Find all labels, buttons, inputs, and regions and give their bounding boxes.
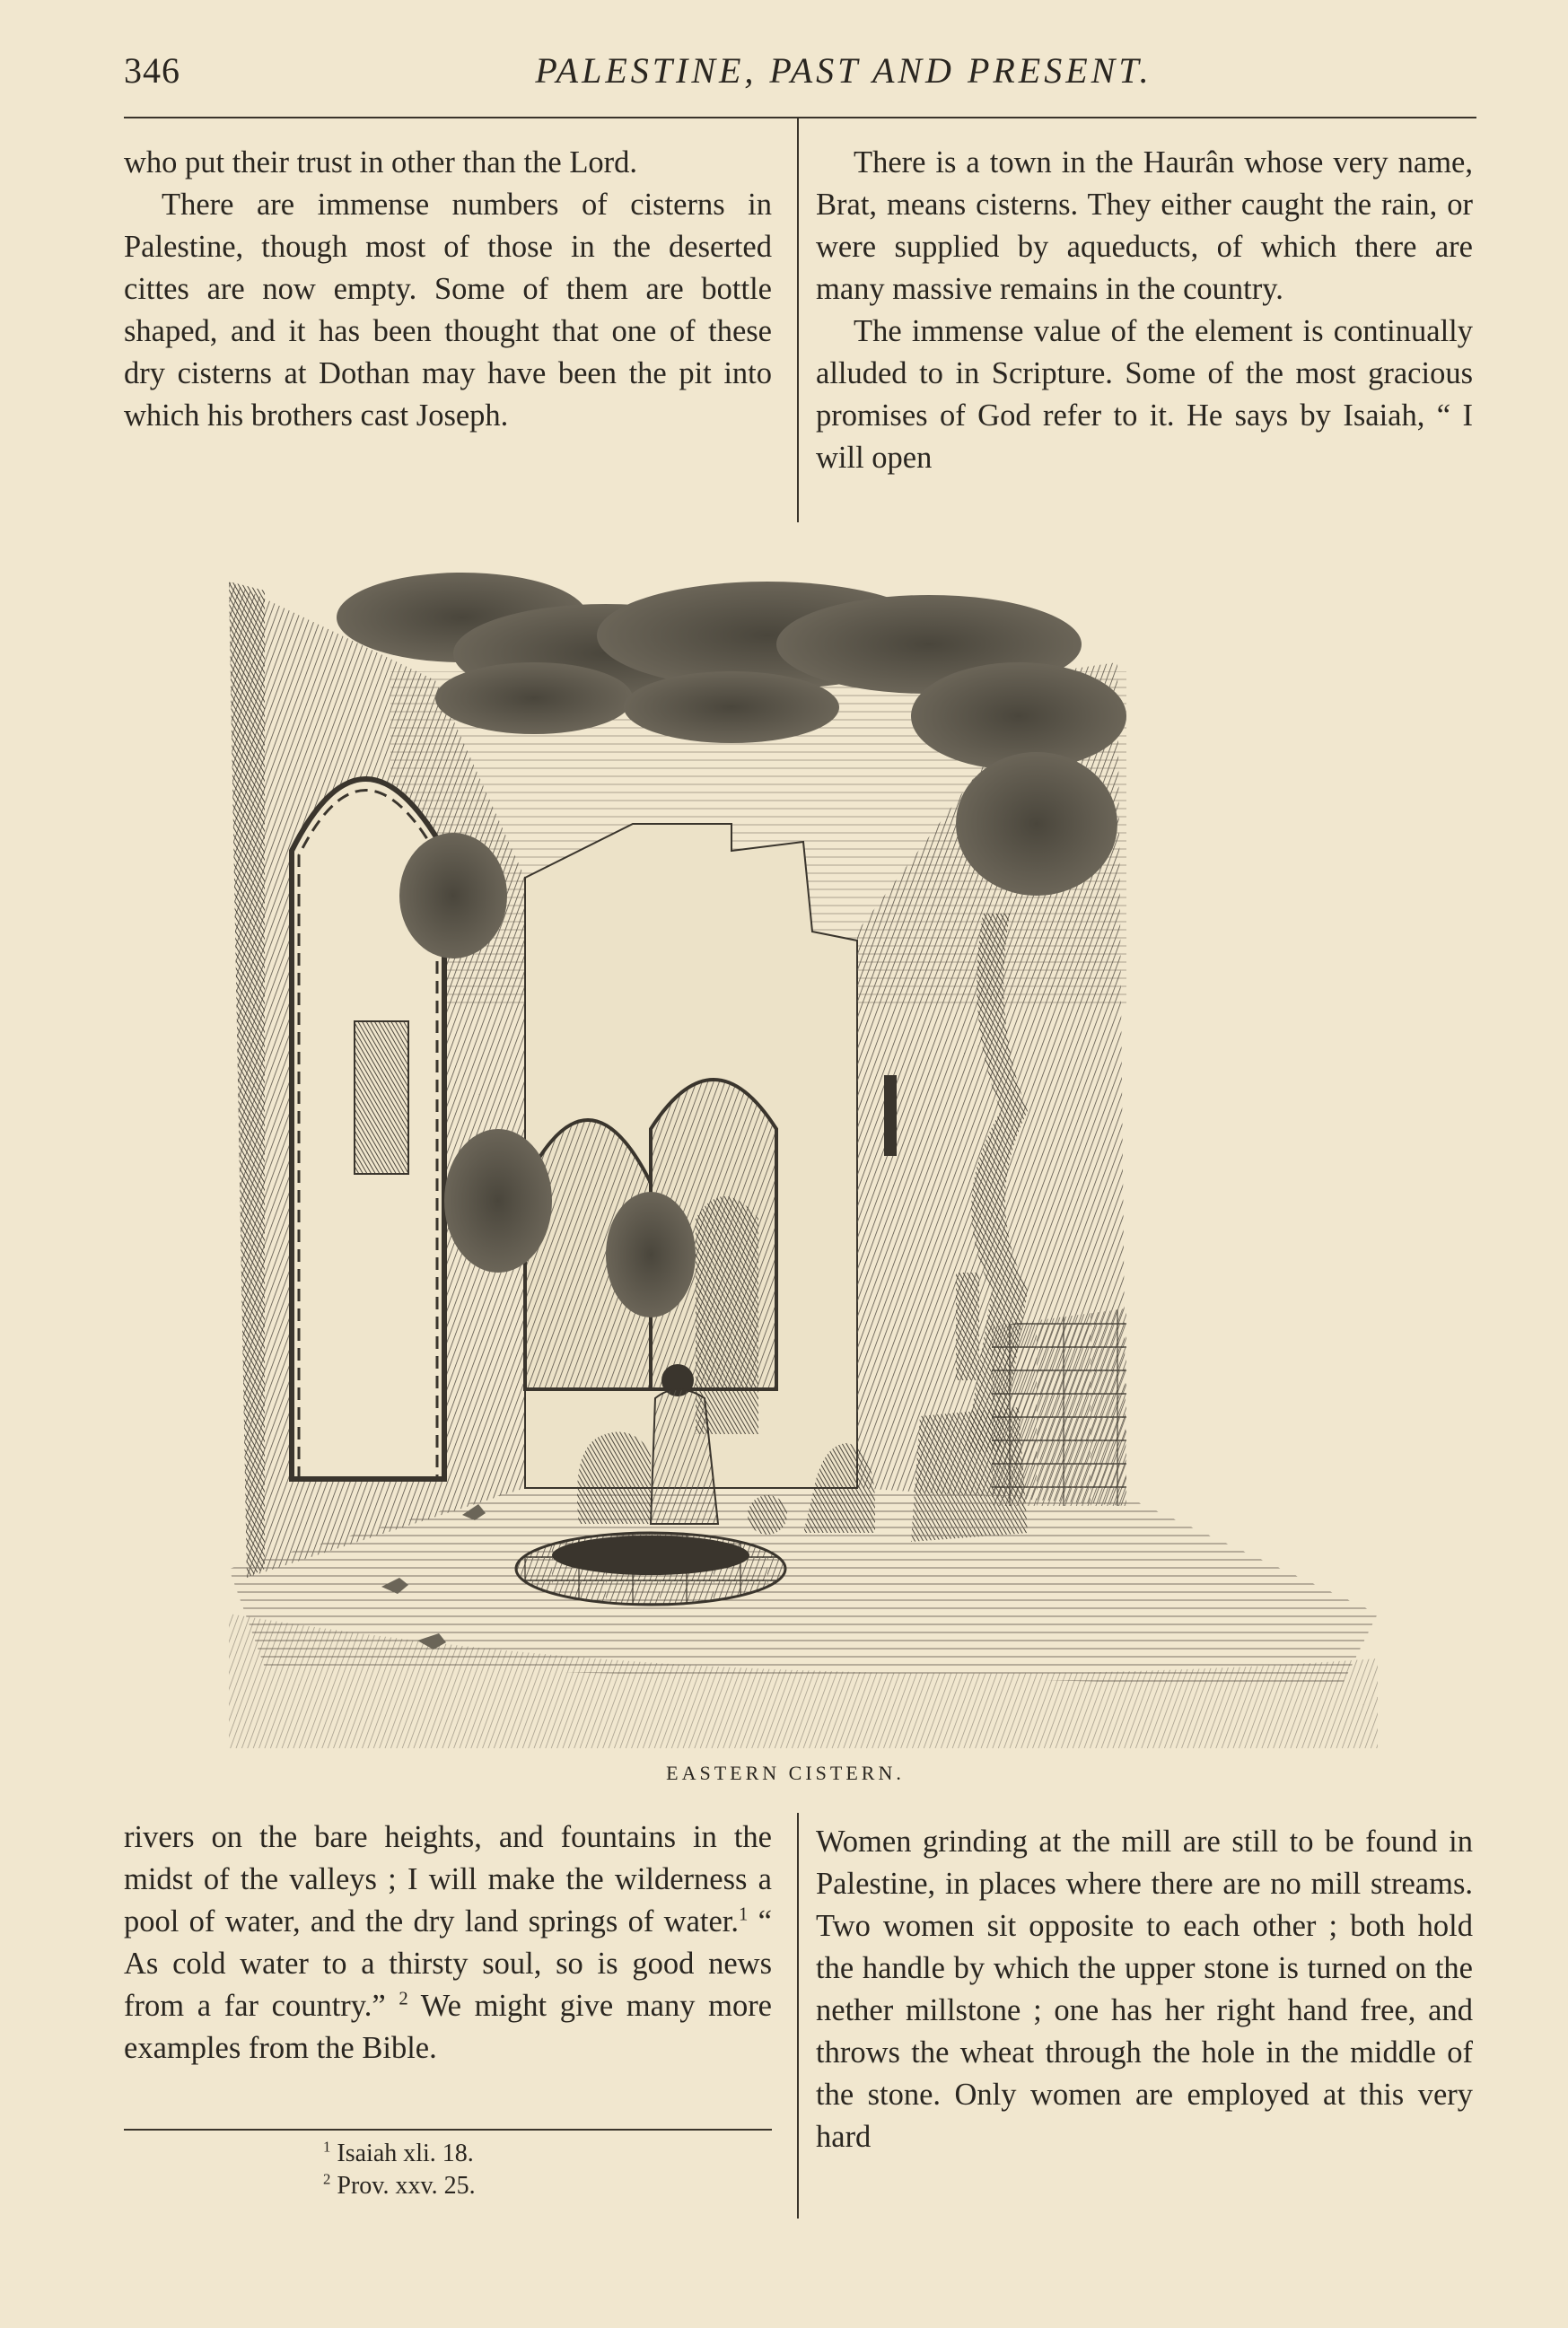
paragraph: There is a town in the Haurân whose very name, Brat, means cisterns. They either caught the rain, or were supplied by aqueducts, of which there are many massive remains in the country. <box>816 145 1473 306</box>
eastern-cistern-engraving <box>229 555 1378 1748</box>
footnote-mark: 1 <box>323 2138 331 2156</box>
paragraph <box>124 1816 772 2070</box>
column-divider-bottom <box>797 1813 799 2219</box>
text-run: We might give many more examples from the Bible. <box>124 1989 772 2065</box>
footnote-ref: 1 <box>739 1904 749 1925</box>
footnote-text: Isaiah xli. 18. <box>330 2140 474 2167</box>
column-top-right <box>816 142 1473 479</box>
text-run: “ As cold water to a thirsty soul, so is good news from a far country.” <box>124 1904 772 2023</box>
column-top-left <box>124 142 772 437</box>
running-head: PALESTINE, PAST AND PRESENT. <box>535 50 1152 91</box>
footnote <box>323 2138 700 2170</box>
header-rule <box>124 117 1476 118</box>
footnote-ref: 2 <box>399 1989 408 2009</box>
figure-caption: EASTERN CISTERN. <box>666 1762 905 1784</box>
paragraph: There are immense numbers of cisterns in Palestine, though most of those in the deserted cittes are now empty. Some of them are bottle shaped, and it has been thought that one of these dry cisterns at Dothan may have been the pit into which his brothers cast Joseph. <box>124 188 772 433</box>
page-number: 346 <box>124 50 180 91</box>
paragraph: The immense value of the element is continually alluded to in Scripture. Some of the most gracious promises of God refer to it. He says by Isaiah, “ I will open <box>816 314 1473 475</box>
column-divider-top <box>797 118 799 522</box>
footnote-rule <box>124 2129 772 2131</box>
column-bottom-right <box>816 1821 1473 2158</box>
text-run: rivers on the bare heights, and fountains in the midst of the valleys ; I will make the wilderness a pool of water, and the dry land springs of water. <box>124 1820 772 1939</box>
footnote-mark: 2 <box>323 2170 331 2188</box>
column-bottom-left <box>124 1816 772 2070</box>
footnote-text: Prov. xxv. 25. <box>330 2172 476 2200</box>
paragraph: who put their trust in other than the Lord. <box>124 145 638 179</box>
paragraph: Women grinding at the mill are still to be found in Palestine, in places where there are no mill streams. Two women sit opposite to each other ; both hold the handle by which the upper stone is turned on the nether millstone ; one has her right hand free, and throws the wheat through the hole in the middle of the stone. Only women are employed at this very hard <box>816 1825 1473 2154</box>
footnote <box>323 2170 700 2202</box>
footnotes <box>323 2138 700 2202</box>
